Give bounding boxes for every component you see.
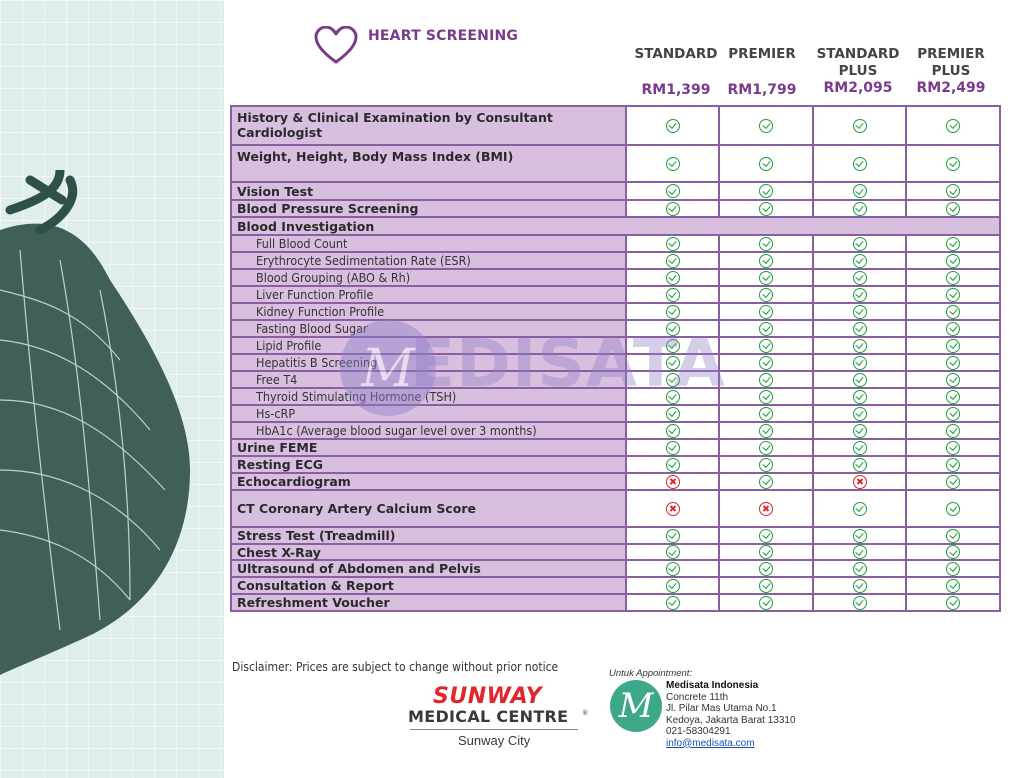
plan-header-standard [629, 46, 723, 98]
plan-cell [812, 528, 906, 543]
plan-cell [625, 270, 719, 285]
check-circle-icon [759, 373, 773, 387]
check-circle-icon [759, 407, 773, 421]
plan-header-standard-plus [811, 46, 905, 96]
cross-circle-icon [853, 475, 867, 489]
row-label: Refreshment Voucher [232, 595, 625, 610]
plan-cell [905, 423, 999, 438]
check-circle-icon [759, 271, 773, 285]
row-label: Chest X-Ray [232, 545, 625, 559]
check-circle-icon [666, 305, 680, 319]
check-circle-icon [666, 119, 680, 133]
plan-cell [812, 372, 906, 387]
row-label: HbA1c (Average blood sugar level over 3 months) [232, 423, 625, 438]
check-circle-icon [759, 545, 773, 559]
plan-cell [905, 236, 999, 251]
plan-cell [625, 201, 719, 216]
plan-header-premier-plus [904, 46, 998, 96]
plan-cell [625, 561, 719, 576]
check-circle-icon [759, 475, 773, 489]
row-label: Stress Test (Treadmill) [232, 528, 625, 543]
check-circle-icon [853, 390, 867, 404]
plan-cell [718, 578, 812, 593]
anatomical-heart-illustration [0, 170, 224, 730]
sunway-location: Sunway City [458, 733, 531, 748]
check-circle-icon [759, 322, 773, 336]
check-circle-icon [759, 458, 773, 472]
row-label: Vision Test [232, 183, 625, 199]
plan-cell [905, 457, 999, 472]
table-row [232, 389, 999, 406]
plan-cell [625, 491, 719, 526]
table-row [232, 183, 999, 201]
plan-cell [625, 338, 719, 353]
check-circle-icon [853, 322, 867, 336]
table-row [232, 355, 999, 372]
row-label: Blood Pressure Screening [232, 201, 625, 216]
plan-cell [718, 183, 812, 199]
table-row [232, 440, 999, 457]
check-circle-icon [946, 119, 960, 133]
row-label: Urine FEME [232, 440, 625, 455]
plan-cell [718, 107, 812, 144]
table-row [232, 304, 999, 321]
plan-cell [718, 457, 812, 472]
plan-cell [718, 595, 812, 610]
row-label: Consultation & Report [232, 578, 625, 593]
plan-cell [718, 355, 812, 370]
plan-cell [812, 545, 906, 559]
plan-cell [812, 406, 906, 421]
row-label: Hepatitis B Screening [232, 355, 625, 370]
email-link[interactable]: info@medisata.com [666, 737, 755, 749]
plan-cell [812, 287, 906, 302]
check-circle-icon [666, 424, 680, 438]
table-row [232, 595, 999, 612]
table-row [232, 321, 999, 338]
table-row [232, 201, 999, 218]
check-circle-icon [759, 562, 773, 576]
plan-cell [718, 270, 812, 285]
check-circle-icon [853, 356, 867, 370]
row-label: Ultrasound of Abdomen and Pelvis [232, 561, 625, 576]
plan-cell [905, 146, 999, 181]
check-circle-icon [759, 202, 773, 216]
plan-cell [625, 578, 719, 593]
check-circle-icon [666, 373, 680, 387]
plan-cell [905, 406, 999, 421]
plan-cell [812, 183, 906, 199]
plan-cell [718, 474, 812, 489]
sunway-logo-wordmark: SUNWAY [433, 684, 543, 709]
plan-cell [905, 561, 999, 576]
plan-cell [625, 423, 719, 438]
check-circle-icon [666, 339, 680, 353]
plan-cell [625, 372, 719, 387]
plan-cell [718, 338, 812, 353]
check-circle-icon [759, 119, 773, 133]
check-circle-icon [853, 458, 867, 472]
medisata-logo-letter: M [618, 686, 654, 726]
plan-cell [905, 304, 999, 319]
plan-cell [905, 253, 999, 268]
table-section-header [232, 218, 999, 236]
check-circle-icon [666, 237, 680, 251]
check-circle-icon [853, 545, 867, 559]
check-circle-icon [853, 441, 867, 455]
plan-cell [718, 372, 812, 387]
plan-cell [812, 389, 906, 404]
table-row [232, 491, 999, 528]
row-label: CT Coronary Artery Calcium Score [232, 491, 625, 526]
check-circle-icon [853, 254, 867, 268]
row-label: Full Blood Count [232, 236, 625, 251]
plan-cell [812, 595, 906, 610]
plan-cell [812, 304, 906, 319]
check-circle-icon [853, 529, 867, 543]
table-row [232, 107, 999, 146]
check-circle-icon [946, 157, 960, 171]
row-label: History & Clinical Examination by Consultant Cardiologist [232, 107, 625, 144]
check-circle-icon [666, 322, 680, 336]
check-circle-icon [666, 356, 680, 370]
row-label: Hs-cRP [232, 406, 625, 421]
check-circle-icon [853, 119, 867, 133]
check-circle-icon [759, 579, 773, 593]
plan-cell [625, 474, 719, 489]
check-circle-icon [759, 441, 773, 455]
heart-illustration-background [0, 0, 224, 778]
plan-name: PREMIER [728, 46, 796, 62]
plan-cell [625, 545, 719, 559]
check-circle-icon [666, 254, 680, 268]
plan-cell [718, 201, 812, 216]
medisata-watermark-text: EDISATA [410, 325, 726, 402]
plan-cell [905, 440, 999, 455]
screening-comparison-table [230, 105, 1001, 612]
plan-cell [812, 457, 906, 472]
check-circle-icon [759, 157, 773, 171]
plan-cell [905, 321, 999, 336]
plan-price: RM1,799 [727, 82, 797, 98]
phone-number: 021-58304291 [666, 726, 731, 737]
check-circle-icon [853, 562, 867, 576]
plan-cell [718, 304, 812, 319]
plan-cell [812, 146, 906, 181]
check-circle-icon [853, 339, 867, 353]
check-circle-icon [946, 322, 960, 336]
check-circle-icon [946, 475, 960, 489]
check-circle-icon [946, 237, 960, 251]
plan-cell [625, 253, 719, 268]
plan-cell [812, 440, 906, 455]
row-label: Blood Grouping (ABO & Rh) [232, 270, 625, 285]
row-label: Free T4 [232, 372, 625, 387]
plan-cell [905, 338, 999, 353]
address-line: Concrete 11th [666, 691, 729, 703]
plan-cell [812, 253, 906, 268]
row-label: Thyroid Stimulating Hormone (TSH) [232, 389, 625, 404]
medisata-logo-icon [610, 680, 662, 732]
check-circle-icon [759, 596, 773, 610]
plan-cell [812, 201, 906, 216]
plan-cell [905, 578, 999, 593]
plan-cell [625, 389, 719, 404]
plan-cell [625, 236, 719, 251]
plan-cell [905, 270, 999, 285]
plan-cell [905, 287, 999, 302]
plan-cell [905, 183, 999, 199]
check-circle-icon [853, 407, 867, 421]
plan-cell [625, 406, 719, 421]
check-circle-icon [946, 202, 960, 216]
check-circle-icon [853, 271, 867, 285]
plan-cell [718, 287, 812, 302]
plan-cell [718, 236, 812, 251]
plan-cell [905, 389, 999, 404]
table-row [232, 270, 999, 287]
plan-cell [812, 561, 906, 576]
table-row [232, 406, 999, 423]
table-row [232, 457, 999, 474]
table-row [232, 528, 999, 545]
row-label: Resting ECG [232, 457, 625, 472]
plan-cell [718, 491, 812, 526]
check-circle-icon [946, 305, 960, 319]
sunway-logo-subtitle: MEDICAL CENTRE [408, 707, 569, 726]
plan-cell [625, 457, 719, 472]
check-circle-icon [946, 356, 960, 370]
check-circle-icon [853, 305, 867, 319]
check-circle-icon [946, 502, 960, 516]
plan-cell [905, 491, 999, 526]
row-label: Liver Function Profile [232, 287, 625, 302]
check-circle-icon [946, 271, 960, 285]
watermark-logo-letter: M [361, 339, 415, 399]
cross-circle-icon [666, 475, 680, 489]
plan-cell [625, 304, 719, 319]
disclaimer-text: Disclaimer: Prices are subject to change without prior notice [232, 660, 559, 674]
check-circle-icon [666, 441, 680, 455]
check-circle-icon [946, 529, 960, 543]
plan-cell [718, 389, 812, 404]
contact-name: Medisata Indonesia [666, 680, 759, 691]
check-circle-icon [946, 579, 960, 593]
plan-cell [812, 474, 906, 489]
plan-cell [718, 321, 812, 336]
check-circle-icon [759, 254, 773, 268]
check-circle-icon [853, 596, 867, 610]
check-circle-icon [666, 271, 680, 285]
check-circle-icon [946, 407, 960, 421]
plan-cell [718, 423, 812, 438]
plan-cell [625, 440, 719, 455]
check-circle-icon [946, 288, 960, 302]
check-circle-icon [853, 184, 867, 198]
plan-cell [718, 545, 812, 559]
plan-cell [718, 528, 812, 543]
check-circle-icon [853, 424, 867, 438]
table-row [232, 372, 999, 389]
table-row [232, 236, 999, 253]
check-circle-icon [666, 562, 680, 576]
plan-cell [812, 491, 906, 526]
check-circle-icon [946, 373, 960, 387]
plan-cell [812, 236, 906, 251]
plan-cell [625, 287, 719, 302]
row-label: Blood Investigation [232, 218, 627, 234]
plan-name: STANDARD PLUS [816, 46, 900, 79]
plan-price: RM2,095 [823, 80, 893, 96]
plan-cell [905, 545, 999, 559]
check-circle-icon [946, 441, 960, 455]
check-circle-icon [666, 288, 680, 302]
check-circle-icon [853, 579, 867, 593]
plan-cell [812, 423, 906, 438]
check-circle-icon [946, 339, 960, 353]
plan-cell [625, 528, 719, 543]
registered-mark: ® [582, 709, 589, 717]
check-circle-icon [759, 288, 773, 302]
check-circle-icon [853, 237, 867, 251]
check-circle-icon [946, 390, 960, 404]
section-filler [627, 218, 999, 234]
table-row [232, 561, 999, 578]
check-circle-icon [759, 356, 773, 370]
plan-cell [625, 355, 719, 370]
plan-cell [905, 355, 999, 370]
address-line: Kedoya, Jakarta Barat 13310 [666, 714, 796, 726]
check-circle-icon [666, 184, 680, 198]
check-circle-icon [946, 184, 960, 198]
check-circle-icon [946, 424, 960, 438]
plan-cell [718, 440, 812, 455]
check-circle-icon [853, 502, 867, 516]
table-row [232, 423, 999, 440]
plan-header-premier [715, 46, 809, 98]
table-row [232, 474, 999, 491]
check-circle-icon [946, 458, 960, 472]
plan-cell [812, 338, 906, 353]
plan-cell [625, 183, 719, 199]
appointment-label: Untuk Appointment: [609, 668, 693, 679]
table-row [232, 253, 999, 270]
plan-cell [718, 406, 812, 421]
check-circle-icon [666, 390, 680, 404]
check-circle-icon [946, 254, 960, 268]
check-circle-icon [666, 407, 680, 421]
row-label: Erythrocyte Sedimentation Rate (ESR) [232, 253, 625, 268]
table-row [232, 338, 999, 355]
check-circle-icon [666, 458, 680, 472]
page-title: HEART SCREENING [368, 28, 519, 44]
check-circle-icon [666, 596, 680, 610]
table-row [232, 146, 999, 183]
check-circle-icon [946, 562, 960, 576]
check-circle-icon [666, 579, 680, 593]
heart-outline-icon [314, 26, 358, 66]
check-circle-icon [853, 288, 867, 302]
plan-cell [812, 321, 906, 336]
check-circle-icon [666, 202, 680, 216]
plan-cell [905, 201, 999, 216]
plan-price: RM2,499 [916, 80, 986, 96]
check-circle-icon [759, 305, 773, 319]
check-circle-icon [759, 184, 773, 198]
plan-cell [812, 270, 906, 285]
check-circle-icon [759, 237, 773, 251]
cross-circle-icon [666, 502, 680, 516]
row-label: Lipid Profile [232, 338, 625, 353]
check-circle-icon [759, 390, 773, 404]
plan-name: PREMIER PLUS [917, 46, 985, 79]
plan-cell [812, 578, 906, 593]
plan-cell [718, 253, 812, 268]
plan-cell [625, 595, 719, 610]
table-row [232, 545, 999, 561]
plan-cell [905, 107, 999, 144]
plan-price: RM1,399 [641, 82, 711, 98]
check-circle-icon [666, 157, 680, 171]
check-circle-icon [759, 424, 773, 438]
check-circle-icon [759, 529, 773, 543]
check-circle-icon [853, 157, 867, 171]
row-label: Kidney Function Profile [232, 304, 625, 319]
check-circle-icon [759, 339, 773, 353]
cross-circle-icon [759, 502, 773, 516]
table-row [232, 287, 999, 304]
check-circle-icon [853, 202, 867, 216]
check-circle-icon [666, 529, 680, 543]
plan-name: STANDARD [634, 46, 718, 62]
row-label: Weight, Height, Body Mass Index (BMI) [232, 146, 625, 181]
table-row [232, 578, 999, 595]
plan-cell [718, 146, 812, 181]
plan-cell [625, 107, 719, 144]
plan-cell [625, 321, 719, 336]
contact-block [666, 680, 796, 749]
plan-cell [905, 595, 999, 610]
plan-cell [812, 355, 906, 370]
check-circle-icon [666, 545, 680, 559]
row-label: Fasting Blood Sugar [232, 321, 625, 336]
address-line: Jl. Pilar Mas Utama No.1 [666, 703, 777, 714]
plan-cell [718, 561, 812, 576]
row-label: Echocardiogram [232, 474, 625, 489]
plan-cell [905, 372, 999, 387]
check-circle-icon [946, 596, 960, 610]
plan-cell [625, 146, 719, 181]
check-circle-icon [853, 373, 867, 387]
check-circle-icon [946, 545, 960, 559]
plan-cell [812, 107, 906, 144]
plan-cell [905, 528, 999, 543]
logo-divider [410, 729, 578, 730]
plan-cell [905, 474, 999, 489]
